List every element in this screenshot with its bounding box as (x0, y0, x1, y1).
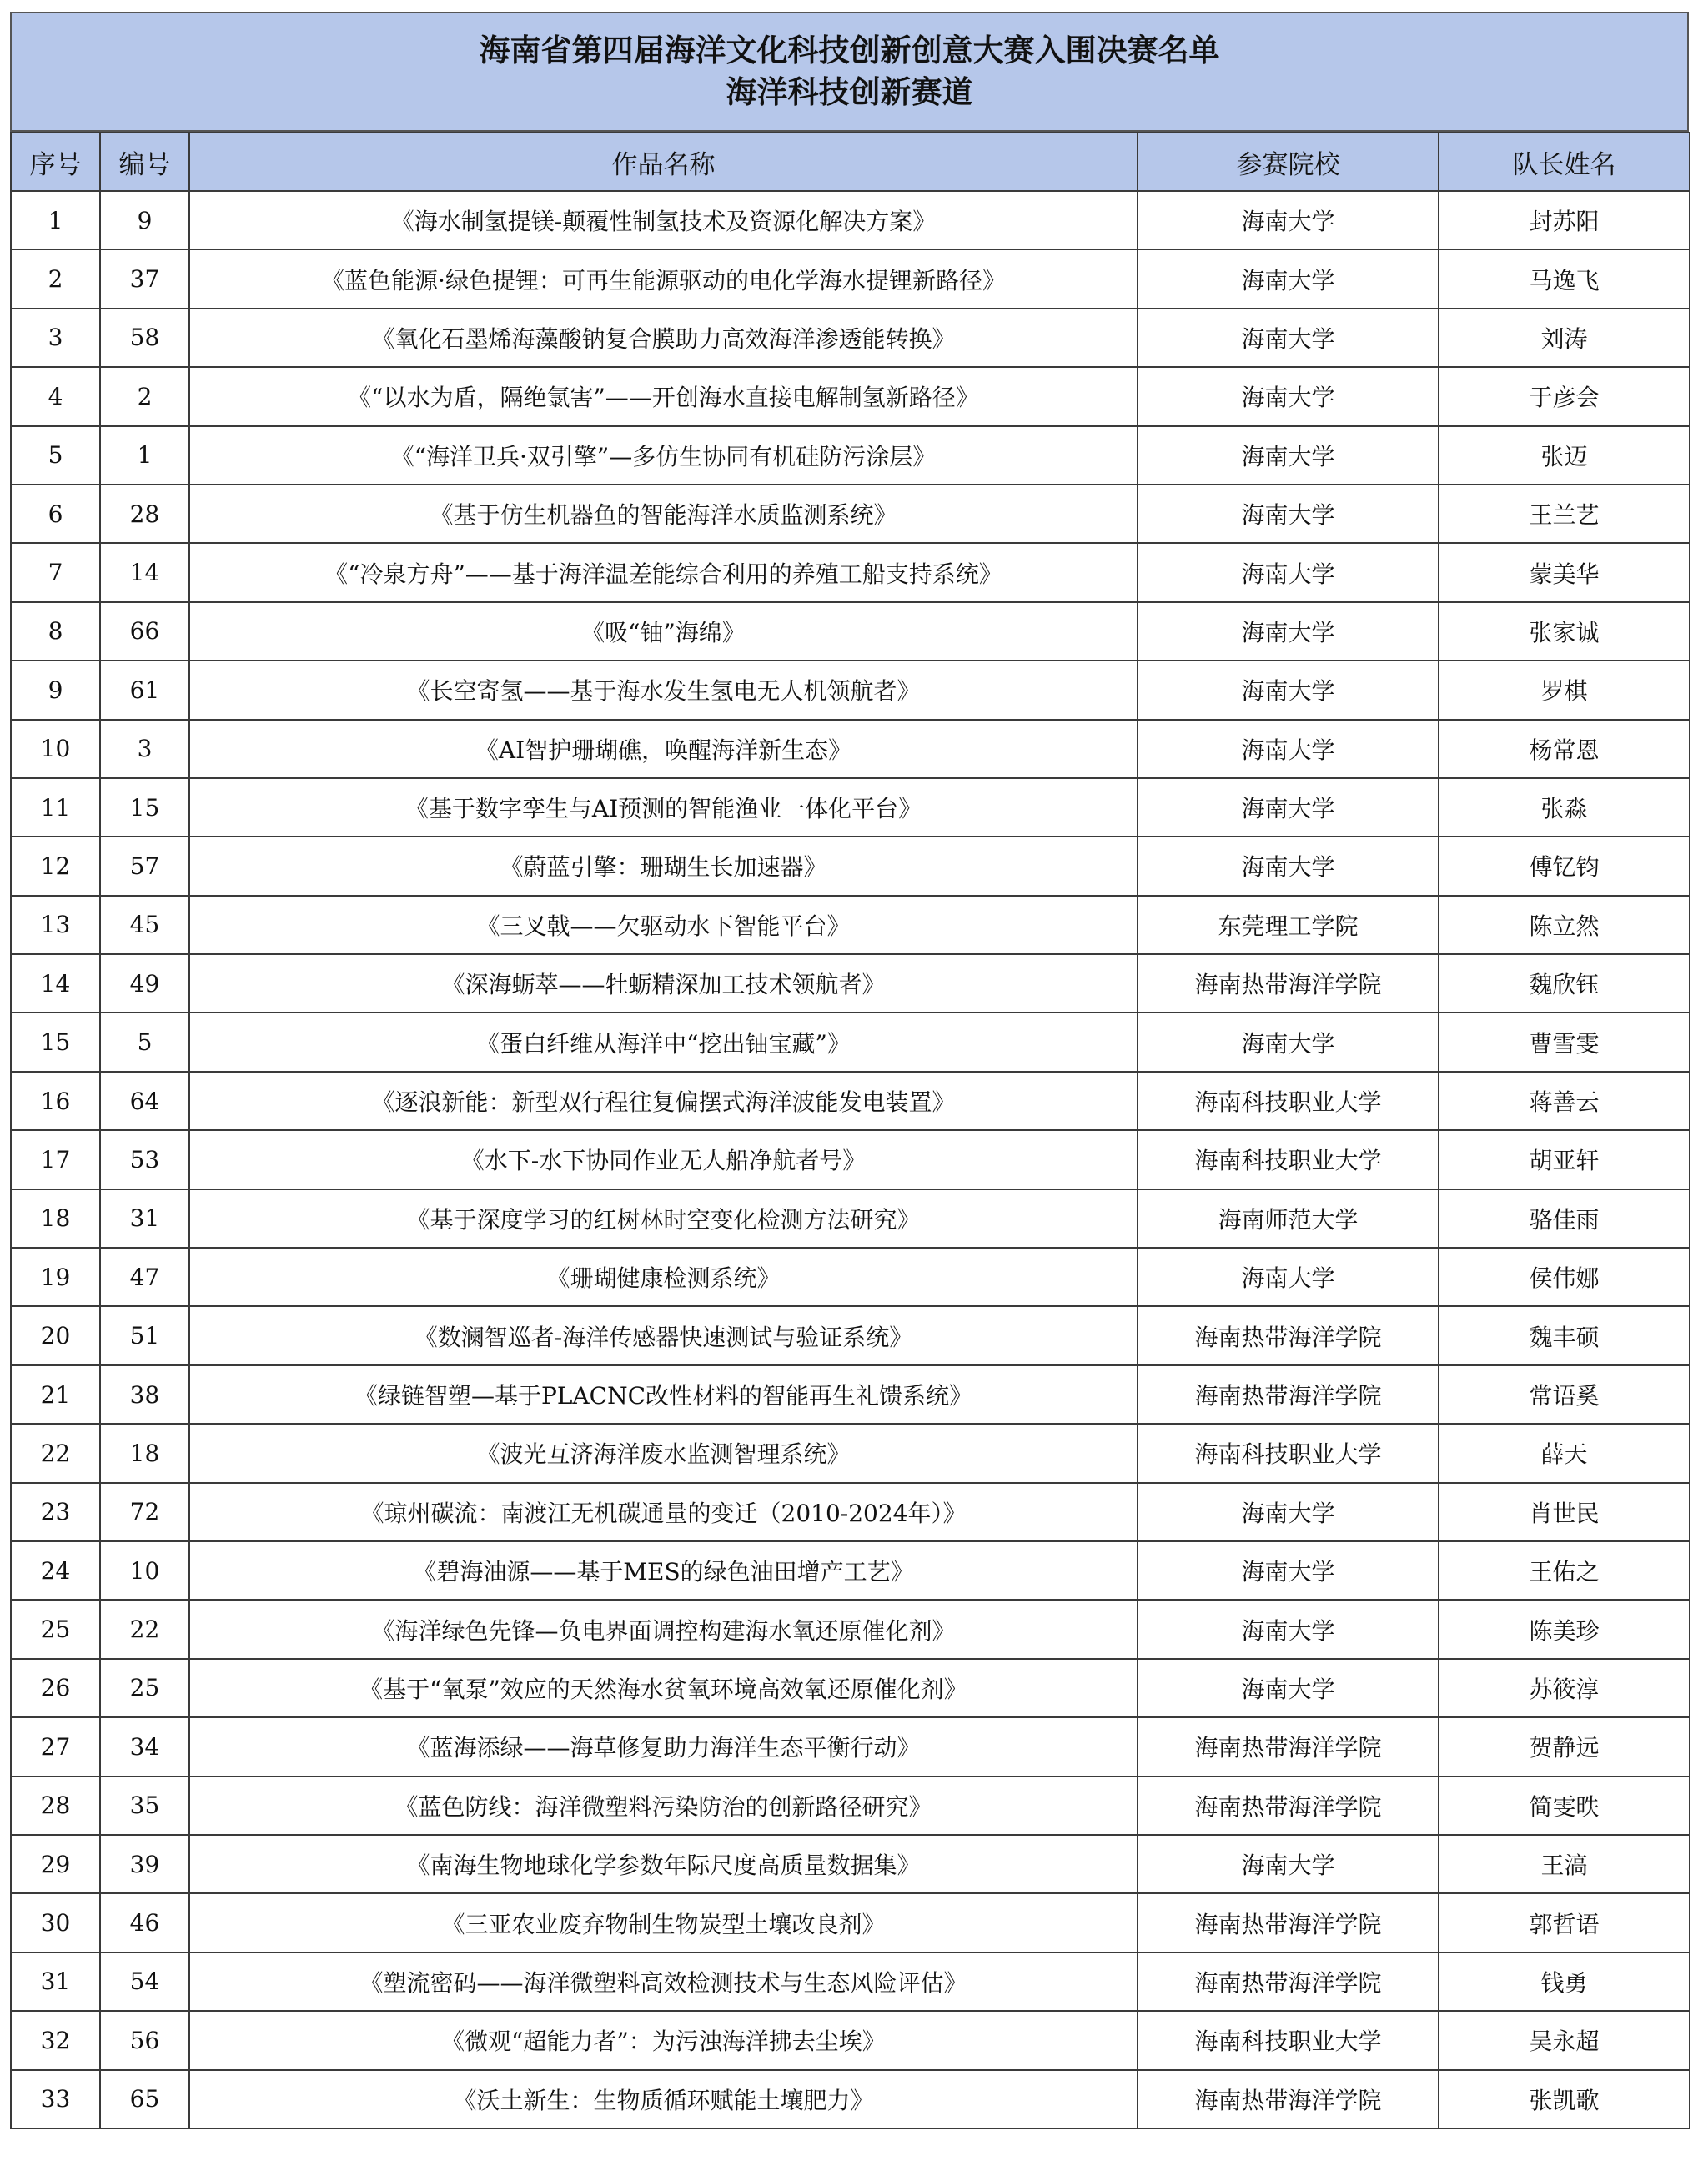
row-school: 海南大学 (1138, 720, 1439, 778)
row-captain: 苏筱淳 (1439, 1659, 1690, 1717)
sheet-title: 海南省第四届海洋文化科技创新创意大赛入围决赛名单 (479, 33, 1220, 68)
row-school: 海南大学 (1138, 778, 1439, 837)
row-seq: 29 (11, 1835, 100, 1893)
row-seq: 25 (11, 1600, 100, 1658)
row-entry-id: 34 (100, 1717, 189, 1776)
row-school: 海南热带海洋学院 (1138, 2070, 1439, 2128)
row-seq: 15 (11, 1013, 100, 1071)
table-row (11, 1659, 1690, 1717)
row-work-title: 《基于仿生机器鱼的智能海洋水质监测系统》 (189, 485, 1138, 543)
table-row (11, 191, 1690, 249)
row-seq: 8 (11, 602, 100, 661)
table-row (11, 602, 1690, 661)
row-seq: 22 (11, 1424, 100, 1482)
header-school: 参赛院校 (1138, 133, 1439, 191)
row-work-title: 《蓝色防线：海洋微塑料污染防治的创新路径研究》 (189, 1777, 1138, 1835)
row-work-title: 《海水制氢提镁-颠覆性制氢技术及资源化解决方案》 (189, 191, 1138, 249)
table-row (11, 837, 1690, 895)
row-work-title: 《“以水为盾，隔绝氯害”——开创海水直接电解制氢新路径》 (189, 367, 1138, 425)
row-seq: 24 (11, 1541, 100, 1600)
row-school: 海南热带海洋学院 (1138, 1717, 1439, 1776)
table-row (11, 661, 1690, 719)
row-work-title: 《水下-水下协同作业无人船净航者号》 (189, 1130, 1138, 1189)
row-work-title: 《三亚农业废弃物制生物炭型土壤改良剂》 (189, 1893, 1138, 1952)
row-seq: 33 (11, 2070, 100, 2128)
row-school: 东莞理工学院 (1138, 896, 1439, 954)
row-entry-id: 54 (100, 1952, 189, 2011)
row-work-title: 《微观“超能力者”：为污浊海洋拂去尘埃》 (189, 2011, 1138, 2069)
row-school: 海南科技职业大学 (1138, 1072, 1439, 1130)
row-entry-id: 38 (100, 1365, 189, 1424)
row-entry-id: 53 (100, 1130, 189, 1189)
row-seq: 9 (11, 661, 100, 719)
row-captain: 王滈 (1439, 1835, 1690, 1893)
row-seq: 26 (11, 1659, 100, 1717)
row-seq: 1 (11, 191, 100, 249)
row-entry-id: 39 (100, 1835, 189, 1893)
row-seq: 14 (11, 954, 100, 1013)
row-entry-id: 9 (100, 191, 189, 249)
row-work-title: 《南海生物地球化学参数年际尺度高质量数据集》 (189, 1835, 1138, 1893)
row-entry-id: 31 (100, 1189, 189, 1248)
row-captain: 张淼 (1439, 778, 1690, 837)
row-captain: 魏欣钰 (1439, 954, 1690, 1013)
row-captain: 曹雪雯 (1439, 1013, 1690, 1071)
row-entry-id: 56 (100, 2011, 189, 2069)
table-row (11, 720, 1690, 778)
row-school: 海南热带海洋学院 (1138, 1365, 1439, 1424)
row-captain: 肖世民 (1439, 1483, 1690, 1541)
row-entry-id: 28 (100, 485, 189, 543)
row-entry-id: 35 (100, 1777, 189, 1835)
row-work-title: 《蛋白纤维从海洋中“挖出铀宝藏”》 (189, 1013, 1138, 1071)
row-seq: 23 (11, 1483, 100, 1541)
row-captain: 薛天 (1439, 1424, 1690, 1482)
row-school: 海南大学 (1138, 602, 1439, 661)
row-captain: 王兰艺 (1439, 485, 1690, 543)
row-entry-id: 25 (100, 1659, 189, 1717)
row-entry-id: 18 (100, 1424, 189, 1482)
row-entry-id: 15 (100, 778, 189, 837)
row-school: 海南大学 (1138, 367, 1439, 425)
row-seq: 13 (11, 896, 100, 954)
row-captain: 封苏阳 (1439, 191, 1690, 249)
row-work-title: 《波光互济海洋废水监测智理系统》 (189, 1424, 1138, 1482)
title-banner (10, 12, 1689, 132)
row-entry-id: 66 (100, 602, 189, 661)
table-row (11, 426, 1690, 485)
row-school: 海南大学 (1138, 661, 1439, 719)
row-entry-id: 47 (100, 1248, 189, 1306)
row-captain: 吴永超 (1439, 2011, 1690, 2069)
row-seq: 31 (11, 1952, 100, 2011)
row-captain: 胡亚轩 (1439, 1130, 1690, 1189)
header-seq: 序号 (11, 133, 100, 191)
finalist-table (10, 132, 1690, 2129)
row-school: 海南科技职业大学 (1138, 1130, 1439, 1189)
row-seq: 27 (11, 1717, 100, 1776)
table-row (11, 1600, 1690, 1658)
row-school: 海南大学 (1138, 1248, 1439, 1306)
row-work-title: 《长空寄氢——基于海水发生氢电无人机领航者》 (189, 661, 1138, 719)
header-captain: 队长姓名 (1439, 133, 1690, 191)
row-school: 海南大学 (1138, 1483, 1439, 1541)
row-work-title: 《琼州碳流：南渡江无机碳通量的变迁（2010-2024年）》 (189, 1483, 1138, 1541)
row-work-title: 《蓝海添绿——海草修复助力海洋生态平衡行动》 (189, 1717, 1138, 1776)
row-seq: 20 (11, 1306, 100, 1364)
row-seq: 10 (11, 720, 100, 778)
table-row (11, 1072, 1690, 1130)
row-work-title: 《氧化石墨烯海藻酸钠复合膜助力高效海洋渗透能转换》 (189, 309, 1138, 367)
row-entry-id: 14 (100, 543, 189, 601)
row-school: 海南科技职业大学 (1138, 2011, 1439, 2069)
row-school: 海南师范大学 (1138, 1189, 1439, 1248)
row-school: 海南大学 (1138, 1835, 1439, 1893)
table-row (11, 249, 1690, 308)
row-entry-id: 3 (100, 720, 189, 778)
row-seq: 11 (11, 778, 100, 837)
row-school: 海南大学 (1138, 309, 1439, 367)
table-row (11, 1248, 1690, 1306)
row-work-title: 《“冷泉方舟”——基于海洋温差能综合利用的养殖工船支持系统》 (189, 543, 1138, 601)
row-captain: 王佑之 (1439, 1541, 1690, 1600)
finalist-sheet (10, 12, 1689, 2129)
row-captain: 马逸飞 (1439, 249, 1690, 308)
table-row (11, 1952, 1690, 2011)
row-seq: 32 (11, 2011, 100, 2069)
table-row (11, 1893, 1690, 1952)
row-entry-id: 51 (100, 1306, 189, 1364)
table-row (11, 309, 1690, 367)
row-work-title: 《沃土新生：生物质循环赋能土壤肥力》 (189, 2070, 1138, 2128)
table-row (11, 1365, 1690, 1424)
row-seq: 30 (11, 1893, 100, 1952)
row-entry-id: 57 (100, 837, 189, 895)
table-row (11, 1483, 1690, 1541)
row-captain: 蒙美华 (1439, 543, 1690, 601)
row-seq: 16 (11, 1072, 100, 1130)
row-work-title: 《逐浪新能：新型双行程往复偏摆式海洋波能发电装置》 (189, 1072, 1138, 1130)
row-entry-id: 10 (100, 1541, 189, 1600)
row-work-title: 《AI智护珊瑚礁，唤醒海洋新生态》 (189, 720, 1138, 778)
row-seq: 7 (11, 543, 100, 601)
row-captain: 常语奚 (1439, 1365, 1690, 1424)
row-school: 海南大学 (1138, 1541, 1439, 1600)
row-school: 海南大学 (1138, 249, 1439, 308)
row-school: 海南热带海洋学院 (1138, 1893, 1439, 1952)
row-entry-id: 1 (100, 426, 189, 485)
table-row (11, 2011, 1690, 2069)
table-body (11, 191, 1690, 2128)
table-row (11, 1189, 1690, 1248)
row-seq: 19 (11, 1248, 100, 1306)
row-work-title: 《绿链智塑—基于PLACNC改性材料的智能再生礼馈系统》 (189, 1365, 1138, 1424)
table-row (11, 778, 1690, 837)
row-work-title: 《基于“氧泵”效应的天然海水贫氧环境高效氧还原催化剂》 (189, 1659, 1138, 1717)
row-seq: 3 (11, 309, 100, 367)
row-captain: 张凯歌 (1439, 2070, 1690, 2128)
table-row (11, 1717, 1690, 1776)
row-captain: 侯伟娜 (1439, 1248, 1690, 1306)
row-seq: 6 (11, 485, 100, 543)
row-captain: 傅钇钧 (1439, 837, 1690, 895)
row-captain: 简雯昳 (1439, 1777, 1690, 1835)
row-school: 海南大学 (1138, 837, 1439, 895)
row-entry-id: 22 (100, 1600, 189, 1658)
row-school: 海南热带海洋学院 (1138, 1306, 1439, 1364)
table-row (11, 1777, 1690, 1835)
row-seq: 5 (11, 426, 100, 485)
table-row (11, 1835, 1690, 1893)
header-entry-id: 编号 (100, 133, 189, 191)
header-row (11, 133, 1690, 191)
row-work-title: 《海洋绿色先锋—负电界面调控构建海水氧还原催化剂》 (189, 1600, 1138, 1658)
row-captain: 钱勇 (1439, 1952, 1690, 2011)
row-entry-id: 5 (100, 1013, 189, 1071)
table-row (11, 896, 1690, 954)
row-school: 海南热带海洋学院 (1138, 1777, 1439, 1835)
row-school: 海南科技职业大学 (1138, 1424, 1439, 1482)
row-school: 海南大学 (1138, 543, 1439, 601)
row-work-title: 《蓝色能源·绿色提锂：可再生能源驱动的电化学海水提锂新路径》 (189, 249, 1138, 308)
table-row (11, 367, 1690, 425)
row-school: 海南大学 (1138, 1600, 1439, 1658)
row-seq: 2 (11, 249, 100, 308)
table-row (11, 2070, 1690, 2128)
row-entry-id: 46 (100, 1893, 189, 1952)
row-work-title: 《塑流密码——海洋微塑料高效检测技术与生态风险评估》 (189, 1952, 1138, 2011)
row-entry-id: 45 (100, 896, 189, 954)
table-row (11, 954, 1690, 1013)
row-school: 海南大学 (1138, 426, 1439, 485)
row-seq: 4 (11, 367, 100, 425)
row-captain: 张家诚 (1439, 602, 1690, 661)
row-work-title: 《深海蛎萃——牡蛎精深加工技术领航者》 (189, 954, 1138, 1013)
row-school: 海南大学 (1138, 1013, 1439, 1071)
row-captain: 罗棋 (1439, 661, 1690, 719)
row-entry-id: 72 (100, 1483, 189, 1541)
row-work-title: 《“海洋卫兵·双引擎”—多仿生协同有机硅防污涂层》 (189, 426, 1138, 485)
table-row (11, 1541, 1690, 1600)
table-row (11, 485, 1690, 543)
row-entry-id: 61 (100, 661, 189, 719)
row-captain: 杨常恩 (1439, 720, 1690, 778)
row-seq: 28 (11, 1777, 100, 1835)
track-subtitle: 海洋科技创新赛道 (726, 74, 973, 110)
row-seq: 21 (11, 1365, 100, 1424)
row-work-title: 《碧海油源——基于MES的绿色油田增产工艺》 (189, 1541, 1138, 1600)
row-school: 海南大学 (1138, 191, 1439, 249)
table-row (11, 1306, 1690, 1364)
row-entry-id: 58 (100, 309, 189, 367)
row-work-title: 《数澜智巡者-海洋传感器快速测试与验证系统》 (189, 1306, 1138, 1364)
table-row (11, 1013, 1690, 1071)
row-school: 海南热带海洋学院 (1138, 1952, 1439, 2011)
row-seq: 12 (11, 837, 100, 895)
row-work-title: 《珊瑚健康检测系统》 (189, 1248, 1138, 1306)
row-school: 海南大学 (1138, 485, 1439, 543)
row-captain: 骆佳雨 (1439, 1189, 1690, 1248)
row-captain: 郭哲语 (1439, 1893, 1690, 1952)
table-row (11, 1130, 1690, 1189)
row-entry-id: 64 (100, 1072, 189, 1130)
row-captain: 于彦会 (1439, 367, 1690, 425)
row-captain: 贺静远 (1439, 1717, 1690, 1776)
row-seq: 18 (11, 1189, 100, 1248)
row-captain: 陈立然 (1439, 896, 1690, 954)
row-work-title: 《基于数字孪生与AI预测的智能渔业一体化平台》 (189, 778, 1138, 837)
row-work-title: 《蔚蓝引擎：珊瑚生长加速器》 (189, 837, 1138, 895)
table-row (11, 1424, 1690, 1482)
row-entry-id: 2 (100, 367, 189, 425)
row-school: 海南大学 (1138, 1659, 1439, 1717)
row-work-title: 《三叉戟——欠驱动水下智能平台》 (189, 896, 1138, 954)
row-seq: 17 (11, 1130, 100, 1189)
table-row (11, 543, 1690, 601)
row-work-title: 《基于深度学习的红树林时空变化检测方法研究》 (189, 1189, 1138, 1248)
row-captain: 陈美珍 (1439, 1600, 1690, 1658)
header-work-title: 作品名称 (189, 133, 1138, 191)
row-captain: 蒋善云 (1439, 1072, 1690, 1130)
row-entry-id: 49 (100, 954, 189, 1013)
row-work-title: 《吸“铀”海绵》 (189, 602, 1138, 661)
row-captain: 刘涛 (1439, 309, 1690, 367)
row-entry-id: 65 (100, 2070, 189, 2128)
row-captain: 魏丰硕 (1439, 1306, 1690, 1364)
row-captain: 张迈 (1439, 426, 1690, 485)
row-entry-id: 37 (100, 249, 189, 308)
row-school: 海南热带海洋学院 (1138, 954, 1439, 1013)
